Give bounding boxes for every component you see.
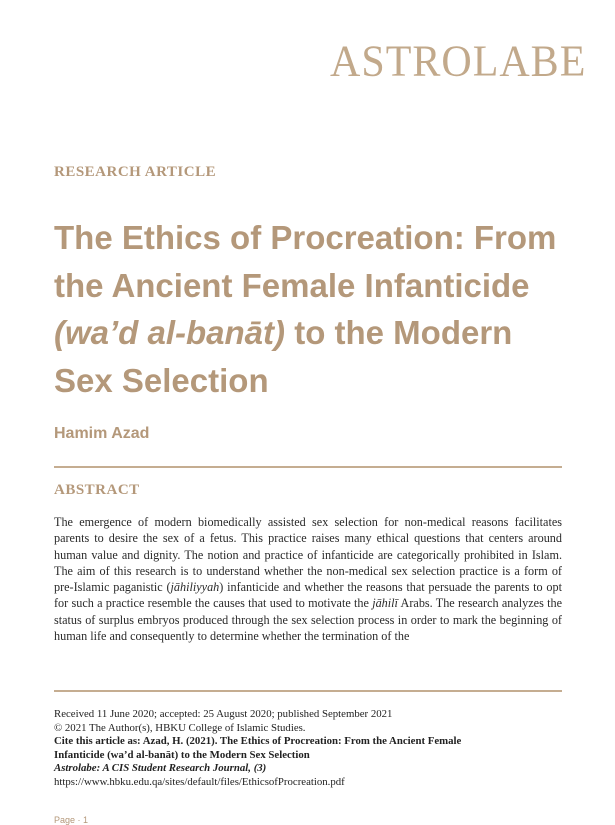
article-metadata: [54, 708, 574, 790]
abstract-text-1: The emergence of modern biomedically assisted sex selection for non-medical reasons facilitates parents to desire the sex of a fetus. This practice raises many ethical questions that centers around human value and dignity. The notion and practice of infanticide are categorically prohibited in Islam. The aim of this research is to understand whether the non-medical sex selection practice is a form of pre-Islamic paganistic (: [54, 515, 562, 595]
article-title: [54, 214, 574, 404]
citation-line-1: Cite this article as: Azad, H. (2021). The Ethics of Procreation: From the Ancient Female: [54, 735, 462, 748]
received-dates: Received 11 June 2020; accepted: 25 August 2020; published September 2021: [54, 708, 393, 720]
abstract-term-jahili: jāhilī: [372, 596, 398, 611]
journal-citation: Astrolabe: A CIS Student Research Journal, (3): [54, 762, 267, 775]
title-italic-term: (wa’d al-banāt): [54, 314, 286, 351]
abstract-heading: ABSTRACT: [54, 482, 140, 498]
divider-top: [54, 466, 562, 468]
title-part-1: The Ethics of Procreation: From the Ancient Female Infanticide: [54, 219, 557, 304]
author-name: Hamim Azad: [54, 425, 150, 442]
abstract-term-jahiliyyah: jāhiliyyah: [170, 580, 220, 595]
citation-line-2: Infanticide (wa’d al-banāt) to the Modern Sex Selection: [54, 748, 310, 761]
title-part-2: to the Modern Sex Selection: [54, 314, 513, 399]
article-type-label: RESEARCH ARTICLE: [54, 164, 217, 180]
abstract-text-2: ) infanticide and whether the reasons that persuade the parents to opt for such a practice resemble the causes that used to motivate the: [54, 580, 562, 611]
abstract-body: [54, 514, 562, 644]
page-number: Page · 1: [54, 815, 89, 825]
copyright-line: © 2021 The Author(s), HBKU College of Islamic Studies.: [54, 721, 306, 734]
journal-logo: ASTROLABE: [330, 37, 587, 87]
divider-bottom: [54, 690, 562, 692]
article-url[interactable]: https://www.hbku.edu.qa/sites/default/files/EthicsofProcreation.pdf: [54, 775, 345, 788]
abstract-text-3: Arabs. The research analyzes the status of surplus embryos produced through the sex selection process in order to mark the beginning of human life and consequently to determine whether the termination of the: [54, 596, 562, 644]
